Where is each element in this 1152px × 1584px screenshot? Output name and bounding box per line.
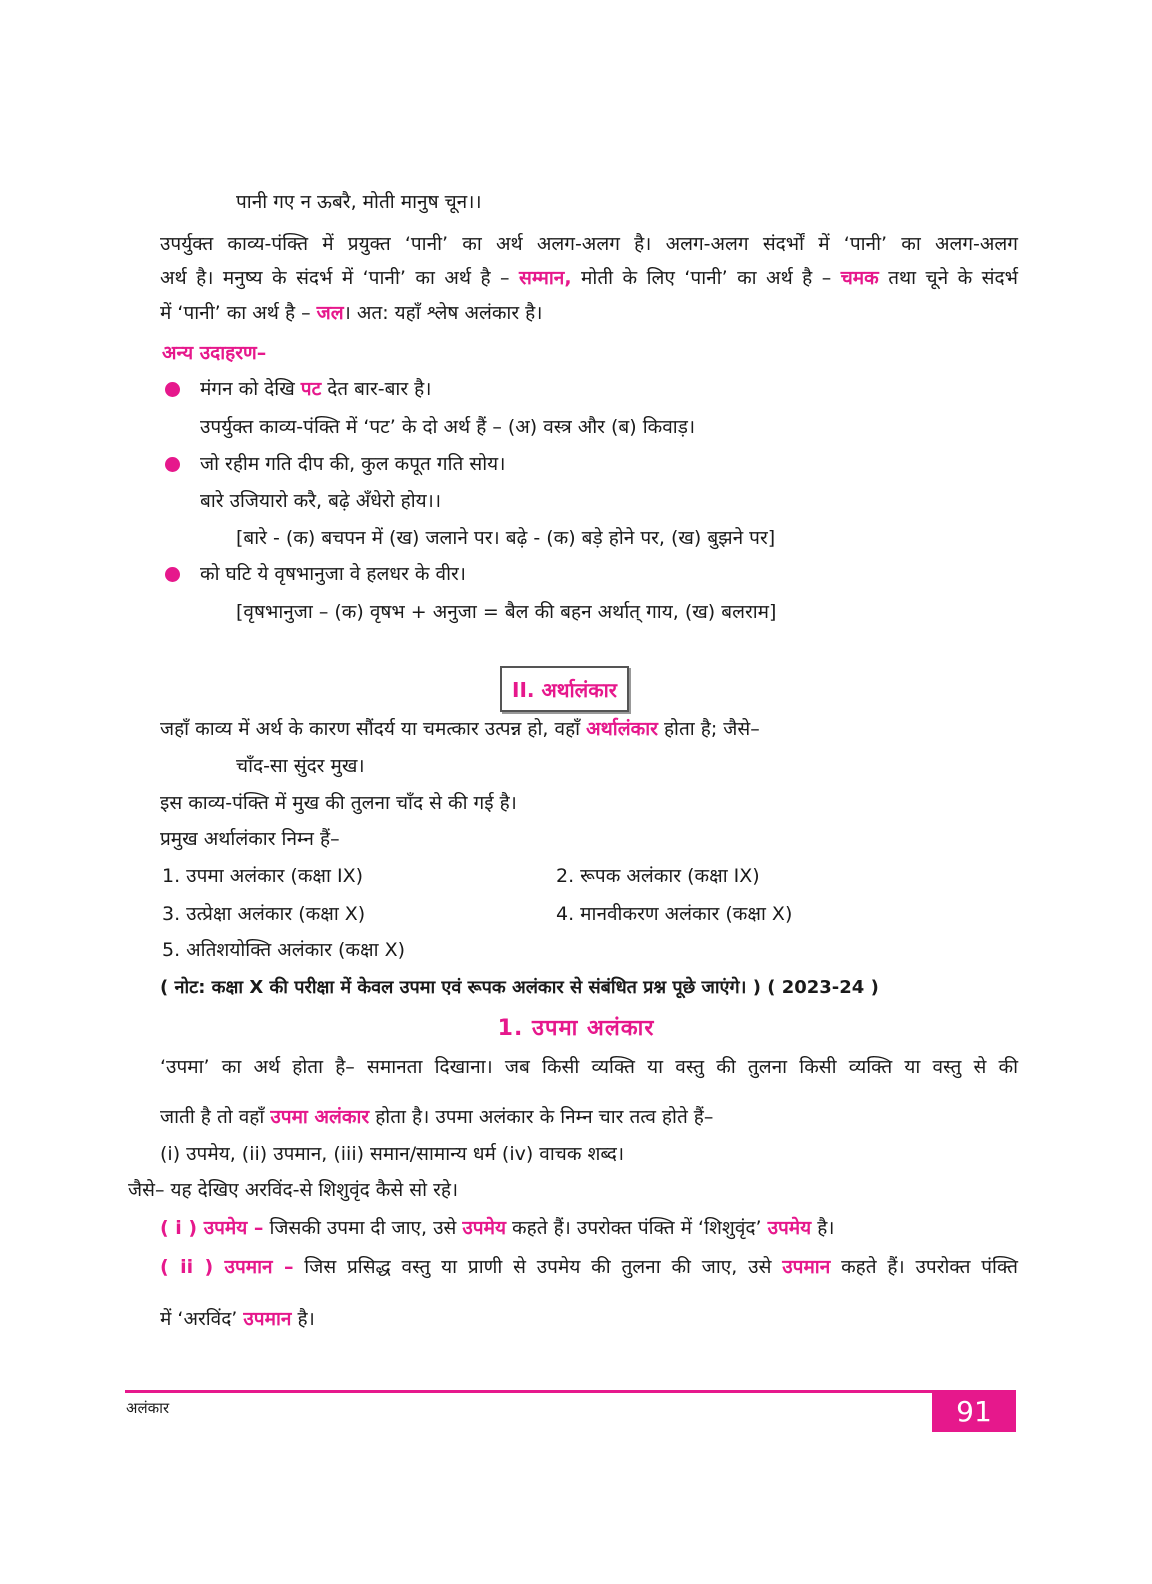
text-span: होता है। उपमा अलंकार के निम्न चार तत्व होते हैं–	[375, 1106, 714, 1128]
upman-definition-cont	[160, 1305, 315, 1333]
paragraph-line	[160, 299, 542, 327]
text-span: जाती है तो वहाँ	[160, 1106, 265, 1128]
example-line: बारे उजियारो करै, बढ़े अँधेरो होय।।	[200, 490, 442, 512]
paragraph-line	[160, 264, 1018, 292]
text-span: में ‘पानी’ का अर्थ है –	[160, 302, 311, 324]
list-item: 5. अतिशयोक्ति अलंकार (कक्षा X)	[162, 939, 406, 961]
text-span: कहते हैं। उपरोक्त पंक्ति में ‘शिशुवृंद’	[512, 1217, 762, 1239]
highlight-samman: सम्मान,	[518, 267, 572, 289]
text-span: जिसकी उपमा दी जाए, उसे	[269, 1217, 457, 1239]
text-span: होता है; जैसे–	[663, 718, 760, 740]
example-line: जैसे– यह देखिए अरविंद-से शिशुवृंद कैसे सो रहे।	[128, 1179, 459, 1201]
exam-note: ( नोट: कक्षा X की परीक्षा में केवल उपमा एवं रूपक अलंकार से संबंधित प्रश्न पूछे जाएंगे। ) ( 2023-24 )	[160, 977, 879, 998]
upma-heading: 1. उपमा अलंकार	[497, 1016, 655, 1041]
highlight-pat: पट	[300, 378, 322, 400]
paragraph-line: उपर्युक्त काव्य-पंक्ति में प्रयुक्त ‘पानी’ का अर्थ अलग-अलग है। अलग-अलग संदर्भों में ‘पानी’ का अलग-अलग	[160, 233, 1018, 255]
examples-heading: अन्य उदाहरण–	[162, 342, 267, 364]
list-item: 3. उत्प्रेक्षा अलंकार (कक्षा X)	[162, 903, 366, 925]
upmey-definition	[160, 1214, 835, 1242]
footer-rule	[125, 1390, 1015, 1393]
list-intro: प्रमुख अर्थालंकार निम्न हैं–	[160, 828, 340, 850]
highlight-upman: उपमान	[243, 1308, 292, 1330]
chapter-label: अलंकार	[126, 1399, 170, 1417]
paragraph-line	[160, 1103, 713, 1131]
text-span: तथा चूने के संदर्भ	[888, 267, 1018, 289]
highlight-upmey: उपमेय	[767, 1217, 812, 1239]
couplet-line: पानी गए न ऊबरै, मोती मानुष चून।।	[236, 191, 482, 213]
definition-line	[160, 715, 760, 743]
text-span: है।	[297, 1308, 315, 1330]
highlight-upman: उपमान	[782, 1256, 831, 1278]
text-span: । अत: यहाँ श्लेष अलंकार है।	[343, 302, 543, 324]
text-span: कहते हैं। उपरोक्त पंक्ति	[841, 1256, 1018, 1278]
text-span: मंगन को देखि	[200, 378, 295, 400]
elements-line: (i) उपमेय, (ii) उपमान, (iii) समान/सामान्य धर्म (iv) वाचक शब्द।	[160, 1143, 625, 1165]
paragraph-line: ‘उपमा’ का अर्थ होता है– समानता दिखाना। जब किसी व्यक्ति या वस्तु की तुलना किसी व्यक्ति या वस्तु से की	[160, 1056, 1018, 1078]
text-span: में ‘अरविंद’	[160, 1308, 238, 1330]
example-line	[200, 375, 431, 403]
text-span: है।	[817, 1217, 835, 1239]
example-line: चाँद-सा सुंदर मुख।	[236, 755, 365, 777]
list-item: 2. रूपक अलंकार (कक्षा IX)	[556, 865, 760, 887]
list-item: 1. उपमा अलंकार (कक्षा IX)	[162, 865, 364, 887]
text-span: अर्थ है। मनुष्य के संदर्भ में ‘पानी’ का अर्थ है –	[160, 267, 510, 289]
text-span: मोती के लिए ‘पानी’ का अर्थ है –	[581, 267, 832, 289]
page-number	[932, 1390, 1016, 1432]
text-span: देत बार-बार है।	[327, 378, 432, 400]
bullet-icon	[165, 457, 180, 472]
example-line: [वृषभानुजा – (क) वृषभ + अनुजा = बैल की बहन अर्थात् गाय, (ख) बलराम]	[236, 601, 777, 623]
text-span: जिस प्रसिद्ध वस्तु या प्राणी से उपमेय की तुलना की जाए, उसे	[304, 1256, 772, 1278]
page-number-text: 91	[956, 1394, 992, 1428]
example-line: को घटि ये वृषभानुजा वे हलधर के वीर।	[200, 563, 466, 585]
upman-label: ( ii ) उपमान –	[160, 1256, 294, 1278]
highlight-arthalankar: अर्थालंकार	[586, 718, 658, 740]
list-item: 4. मानवीकरण अलंकार (कक्षा X)	[556, 903, 793, 925]
section-title: II. अर्थालंकार	[512, 677, 617, 702]
example-line: [बारे - (क) बचपन में (ख) जलाने पर। बढ़े - (क) बड़े होने पर, (ख) बुझने पर]	[236, 527, 776, 549]
highlight-jal: जल	[316, 302, 344, 324]
upmey-label: ( i ) उपमेय –	[160, 1217, 264, 1239]
explain-line: इस काव्य-पंक्ति में मुख की तुलना चाँद से की गई है।	[160, 792, 517, 814]
highlight-upma-alankar: उपमा अलंकार	[270, 1106, 370, 1128]
highlight-chamak: चमक	[840, 267, 879, 289]
bullet-icon	[165, 567, 180, 582]
upman-definition	[160, 1253, 1018, 1281]
example-line: उपर्युक्त काव्य-पंक्ति में ‘पट’ के दो अर्थ हैं – (अ) वस्त्र और (ब) किवाड़।	[200, 416, 696, 438]
text-span: जहाँ काव्य में अर्थ के कारण सौंदर्य या चमत्कार उत्पन्न हो, वहाँ	[160, 718, 581, 740]
section-title-box	[500, 666, 629, 712]
example-line: जो रहीम गति दीप की, कुल कपूत गति सोय।	[200, 453, 506, 475]
highlight-upmey: उपमेय	[462, 1217, 506, 1239]
bullet-icon	[165, 382, 180, 397]
